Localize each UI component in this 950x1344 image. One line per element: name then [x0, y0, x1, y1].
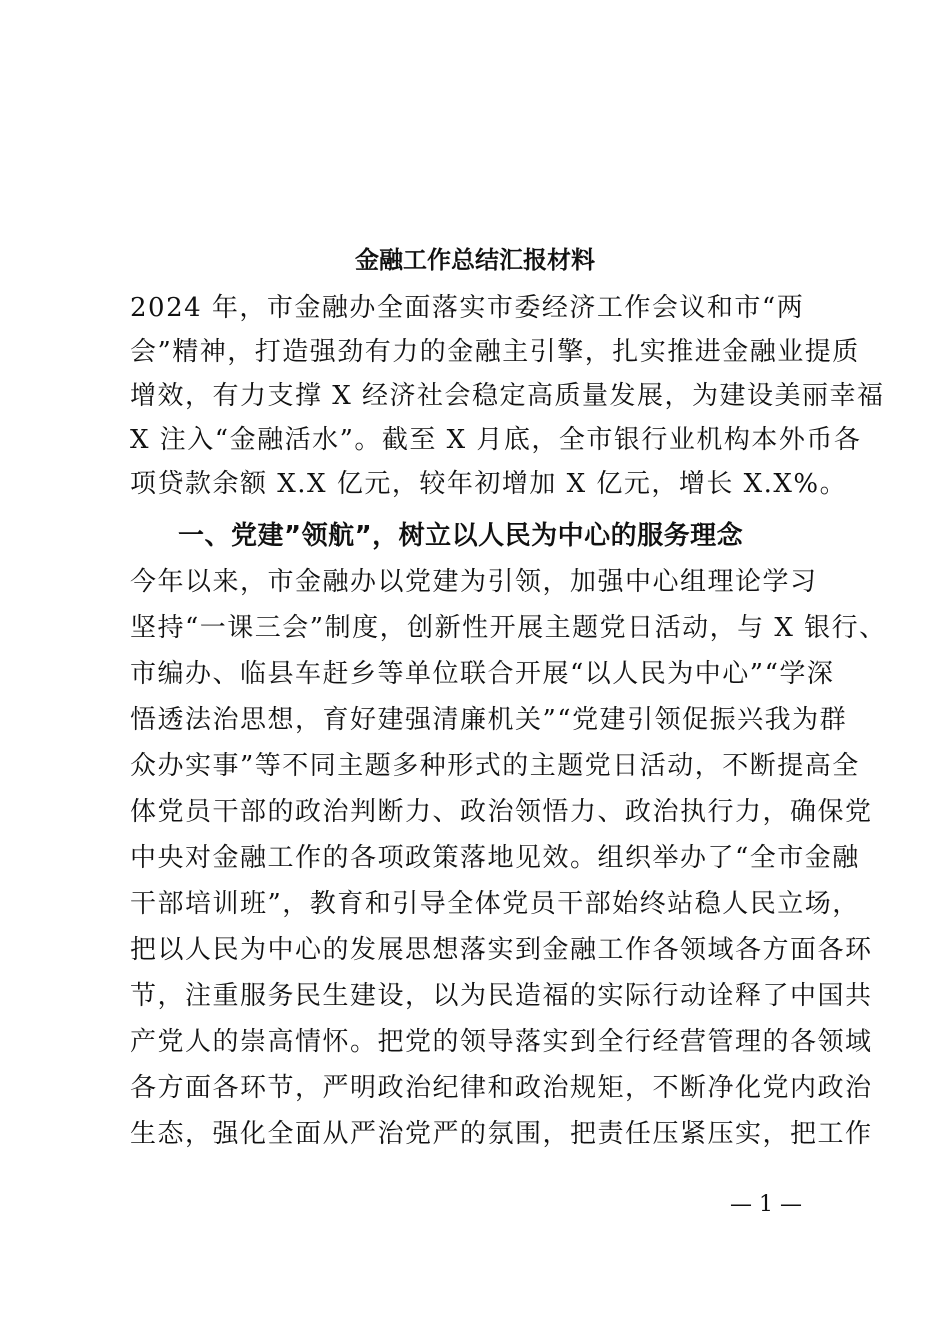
intro-line-3: 增效，有力支撑 X 经济社会稳定高质量发展，为建设美丽幸福	[130, 381, 885, 411]
section1-line-2: 坚持“一课三会”制度，创新性开展主题党日活动，与 X 银行、	[130, 613, 887, 643]
section1-line-6: 体党员干部的政治判断力、政治领悟力、政治执行力，确保党	[130, 797, 873, 827]
section1-line-13: 生态，强化全面从严治党严的氛围，把责任压紧压实，把工作	[130, 1119, 873, 1149]
page-number: — 1 —	[730, 1192, 802, 1217]
intro-line-5: 项贷款余额 X.X 亿元，较年初增加 X 亿元，增长 X.X%。	[130, 469, 848, 499]
section1-line-11: 产党人的崇高情怀。把党的领导落实到全行经营管理的各领域	[130, 1027, 873, 1057]
section1-line-7: 中央对金融工作的各项政策落地见效。组织举办了“全市金融	[130, 843, 860, 873]
section1-line-1: 今年以来，市金融办以党建为引领，加强中心组理论学习	[130, 567, 818, 597]
section1-line-10: 节，注重服务民生建设，以为民造福的实际行动诠释了中国共	[130, 981, 873, 1011]
intro-line-1: 2024 年，市金融办全面落实市委经济工作会议和市“两	[130, 293, 805, 323]
intro-line-2: 会”精神，打造强劲有力的金融主引擎，扎实推进金融业提质	[130, 337, 860, 367]
section1-line-4: 悟透法治思想，育好建强清廉机关”“党建引领促振兴我为群	[130, 705, 848, 735]
section1-line-9: 把以人民为中心的发展思想落实到金融工作各领域各方面各环	[130, 935, 873, 965]
section1-line-12: 各方面各环节，严明政治纪律和政治规矩，不断净化党内政治	[130, 1073, 873, 1103]
document-title: 金融工作总结汇报材料	[355, 245, 595, 274]
section1-line-8: 干部培训班”，教育和引导全体党员干部始终站稳人民立场，	[130, 889, 860, 919]
section1-line-3: 市编办、临县车赶乡等单位联合开展“以人民为中心”“学深	[130, 659, 835, 689]
section-heading-1: 一、党建”领航”，树立以人民为中心的服务理念	[178, 521, 744, 551]
intro-line-4: X 注入“金融活水”。截至 X 月底，全市银行业机构本外币各	[130, 425, 862, 455]
section1-line-5: 众办实事”等不同主题多种形式的主题党日活动，不断提高全	[130, 751, 860, 781]
